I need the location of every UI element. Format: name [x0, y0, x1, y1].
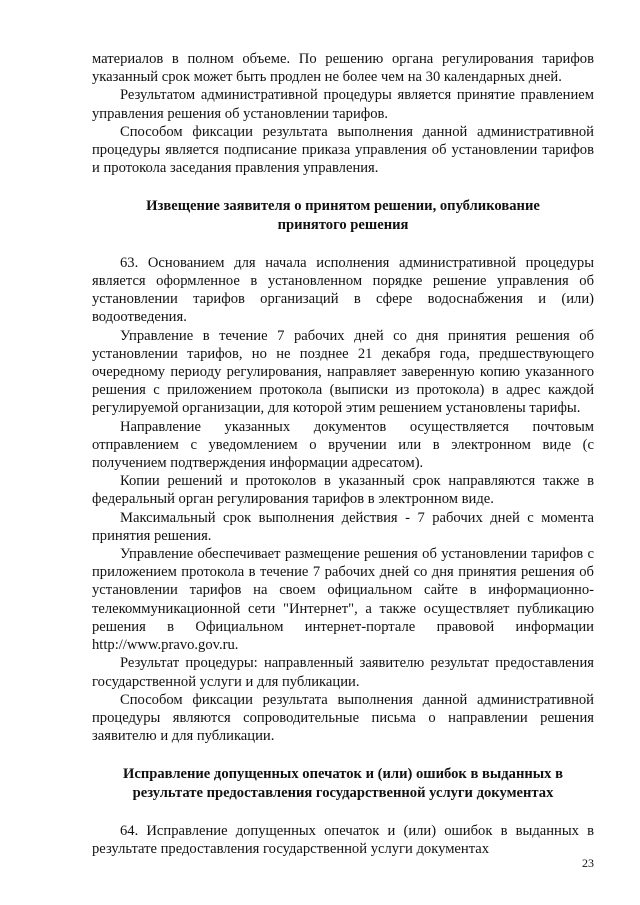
paragraph-63-delivery: Направление указанных документов осуществляется почтовым отправлением с уведомлением о вручении или в электронном виде (с получением подтверждения информации адресатом). [92, 418, 594, 472]
paragraph-63-result: Результат процедуры: направленный заявителю результат предоставления государственной услуги и для публикации. [92, 655, 594, 690]
paragraph-63-publication: Управление обеспечивает размещение решения об установлении тарифов с приложением протокола в течение 7 рабочих дней со дня принятия решения об установлении тарифов на своем официальном сайте в информационно-телекоммуникационной сети "Интернет", а также осуществляет публикацию решения в Официальном интернет-портале правовой информации http://www.pravo.gov.ru. [92, 546, 594, 654]
section-heading-notification: Извещение заявителя о принятом решении, опубликование принятого решения [146, 198, 540, 233]
paragraph-continuation: материалов в полном объеме. По решению органа регулирования тарифов указанный срок может быть продлен не более чем на 30 календарных дней. [92, 51, 594, 86]
paragraph-63-sending: Управление в течение 7 рабочих дней со дня принятия решения об установлении тарифов, но не позднее 21 декабря года, предшествующего очередному периоду регулирования, направляет заверенную копию указанного решения с приложением протокола (выписки из протокола) в адрес каждой регулируемой организации, для которой этим решением установлены тарифы. [92, 327, 594, 417]
page-number: 23 [582, 856, 594, 870]
section-heading-corrections: Исправление допущенных опечаток и (или) ошибок в выданных в результате предоставления государственной услуги документах [122, 766, 564, 801]
paragraph-63-copies: Копии решений и протоколов в указанный срок направляются также в федеральный орган регулирования тарифов в электронном виде. [92, 473, 594, 508]
paragraph-63-basis: 63. Основанием для начала исполнения административной процедуры является оформленное в установленном порядке решение управления об установлении тарифов организаций в сфере водоснабжения и (или) водоотведения. [92, 254, 594, 326]
paragraph-63-deadline: Максимальный срок выполнения действия - 7 рабочих дней с момента принятия решения. [92, 509, 594, 544]
paragraph-result: Результатом административной процедуры является принятие правлением управления решения об установлении тарифов. [92, 87, 594, 122]
paragraph-64-corrections: 64. Исправление допущенных опечаток и (или) ошибок в выданных в результате предоставления государственной услуги документах [92, 822, 594, 857]
paragraph-63-fixation: Способом фиксации результата выполнения данной административной процедуры являются сопроводительные письма о направлении решения заявителю и для публикации. [92, 691, 594, 745]
document-page [92, 50, 594, 858]
paragraph-fixation: Способом фиксации результата выполнения данной административной процедуры является подписание приказа управления об установлении тарифов и протокола заседания правления управления. [92, 123, 594, 177]
